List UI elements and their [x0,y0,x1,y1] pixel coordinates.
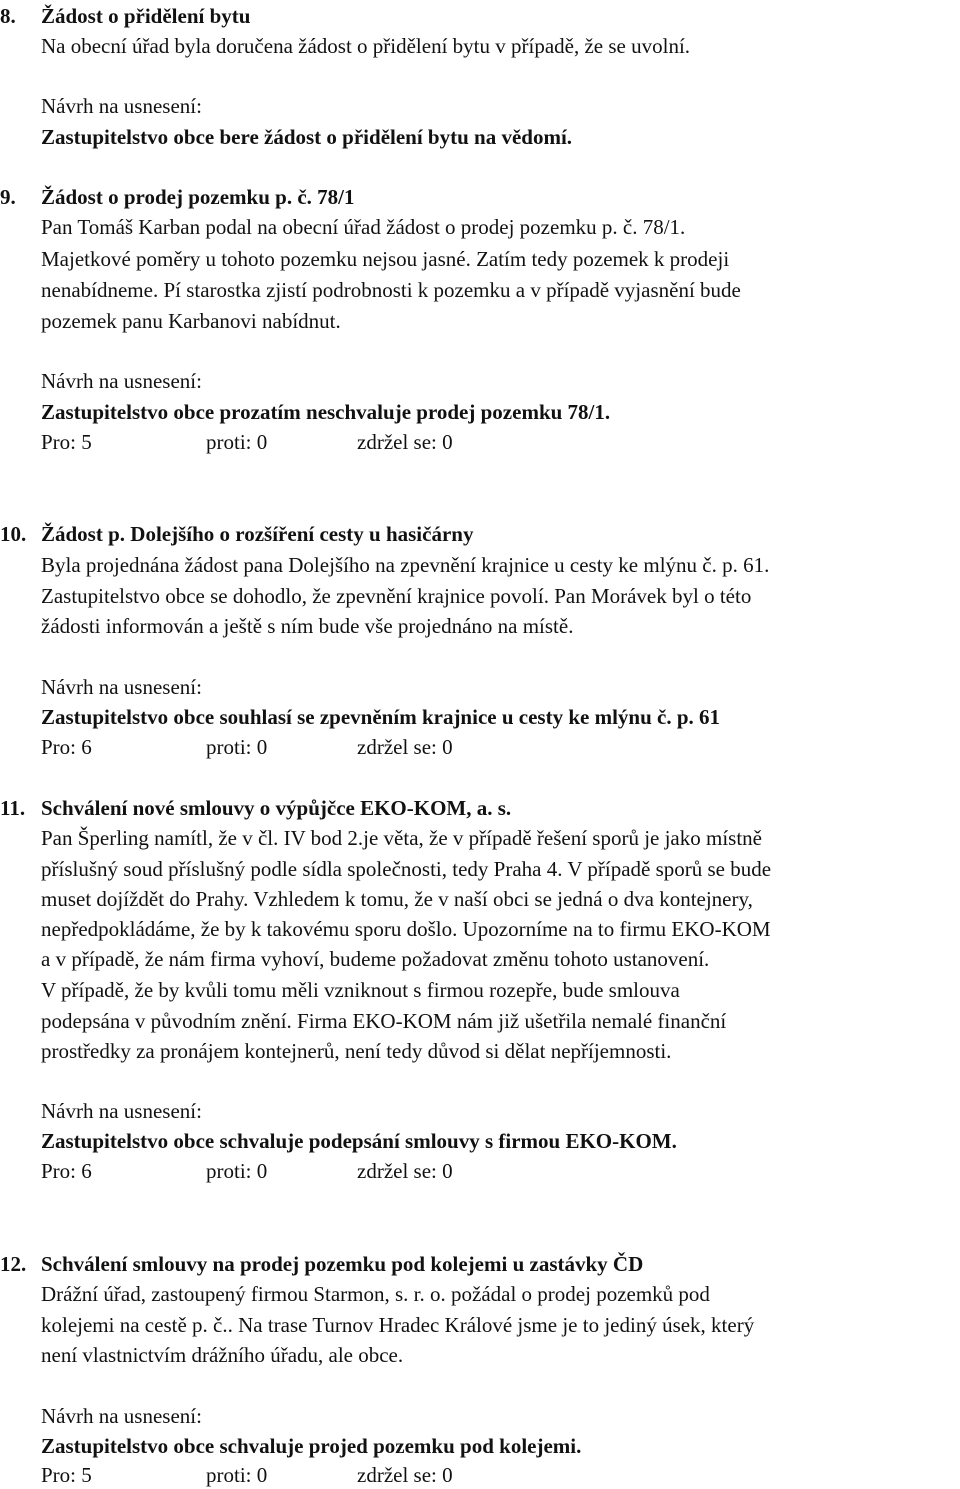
item-body-line: Pan Tomáš Karban podal na obecní úřad žádost o prodej pozemku p. č. 78/1. [41,215,686,239]
votes-for: Pro: 5 [41,1463,92,1487]
item-number: 11. [0,796,26,820]
item-number: 9. [0,185,16,209]
votes-against: proti: 0 [206,735,268,759]
resolution-text: Zastupitelstvo obce schvaluje projed pozemku pod kolejemi. [41,1434,582,1458]
votes-against: proti: 0 [206,1463,268,1487]
item-body-line: muset dojíždět do Prahy. Vzhledem k tomu, že v naší obci se jedná o dva kontejnery, [41,887,753,911]
item-number: 10. [0,522,27,546]
item-body-line: podepsána v původním znění. Firma EKO-KOM nám již ušetřila nemalé finanční [41,1009,727,1033]
item-body-line: příslušný soud příslušný podle sídla společnosti, tedy Praha 4. V případě sporů se bude [41,857,772,881]
item-body-line: pozemek panu Karbanovi nabídnut. [41,309,341,333]
item-body-line: kolejemi na cestě p. č.. Na trase Turnov Hradec Králové jsme je to jediný úsek, který [41,1313,755,1337]
proposal-label: Návrh na usnesení: [41,675,202,699]
item-body-line: Zastupitelstvo obce se dohodlo, že zpevnění krajnice povolí. Pan Morávek byl o této [41,584,752,608]
item-body-line: nepředpokládáme, že by k takovému sporu došlo. Upozorníme na to firmu EKO-KOM [41,917,771,941]
votes-for: Pro: 5 [41,430,92,454]
item-body-line: nenabídneme. Pí starostka zjistí podrobnosti k pozemku a v případě vyjasnění bude [41,278,741,302]
item-body-line: Pan Šperling namítl, že v čl. IV bod 2.je věta, že v případě řešení sporů je jako místně [41,826,763,850]
votes-against: proti: 0 [206,430,268,454]
resolution-text: Zastupitelstvo obce prozatím neschvaluje prodej pozemku 78/1. [41,400,611,424]
item-heading: Žádost o prodej pozemku p. č. 78/1 [41,185,355,209]
item-body-line: a v případě, že nám firma vyhoví, budeme požadovat změnu tohoto ustanovení. [41,947,710,971]
item-body-line: Drážní úřad, zastoupený firmou Starmon, s. r. o. požádal o prodej pozemků pod [41,1282,710,1306]
votes-against: proti: 0 [206,1159,268,1183]
item-body-line: Na obecní úřad byla doručena žádost o přidělení bytu v případě, že se uvolní. [41,34,691,58]
votes-for: Pro: 6 [41,735,92,759]
item-number: 8. [0,4,16,28]
item-body-line: žádosti informován a ještě s ním bude vše projednáno na místě. [41,614,574,638]
resolution-text: Zastupitelstvo obce bere žádost o přidělení bytu na vědomí. [41,125,573,149]
votes-abstain: zdržel se: 0 [357,1463,453,1487]
item-heading: Schválení smlouvy na prodej pozemku pod kolejemi u zastávky ČD [41,1252,644,1276]
proposal-label: Návrh na usnesení: [41,1404,202,1428]
proposal-label: Návrh na usnesení: [41,94,202,118]
resolution-text: Zastupitelstvo obce schvaluje podepsání smlouvy s firmou EKO-KOM. [41,1129,677,1153]
item-body-line: Byla projednána žádost pana Dolejšího na zpevnění krajnice u cesty ke mlýnu č. p. 61. [41,553,770,577]
item-body-line: Majetkové poměry u tohoto pozemku nejsou jasné. Zatím tedy pozemek k prodeji [41,247,730,271]
item-heading: Schválení nové smlouvy o výpůjčce EKO-KOM, a. s. [41,796,512,820]
votes-abstain: zdržel se: 0 [357,430,453,454]
item-body-line: prostředky za pronájem kontejnerů, není tedy důvod si dělat nepříjemnosti. [41,1039,672,1063]
item-heading: Žádost o přidělení bytu [41,4,251,28]
proposal-label: Návrh na usnesení: [41,1099,202,1123]
item-body-line: není vlastnictvím drážního úřadu, ale obce. [41,1343,404,1367]
votes-abstain: zdržel se: 0 [357,1159,453,1183]
votes-for: Pro: 6 [41,1159,92,1183]
item-number: 12. [0,1252,27,1276]
resolution-text: Zastupitelstvo obce souhlasí se zpevněním krajnice u cesty ke mlýnu č. p. 61 [41,705,721,729]
item-body-line: V případě, že by kvůli tomu měli vzniknout s firmou rozepře, bude smlouva [41,978,680,1002]
item-heading: Žádost p. Dolejšího o rozšíření cesty u hasičárny [41,522,474,546]
proposal-label: Návrh na usnesení: [41,369,202,393]
votes-abstain: zdržel se: 0 [357,735,453,759]
